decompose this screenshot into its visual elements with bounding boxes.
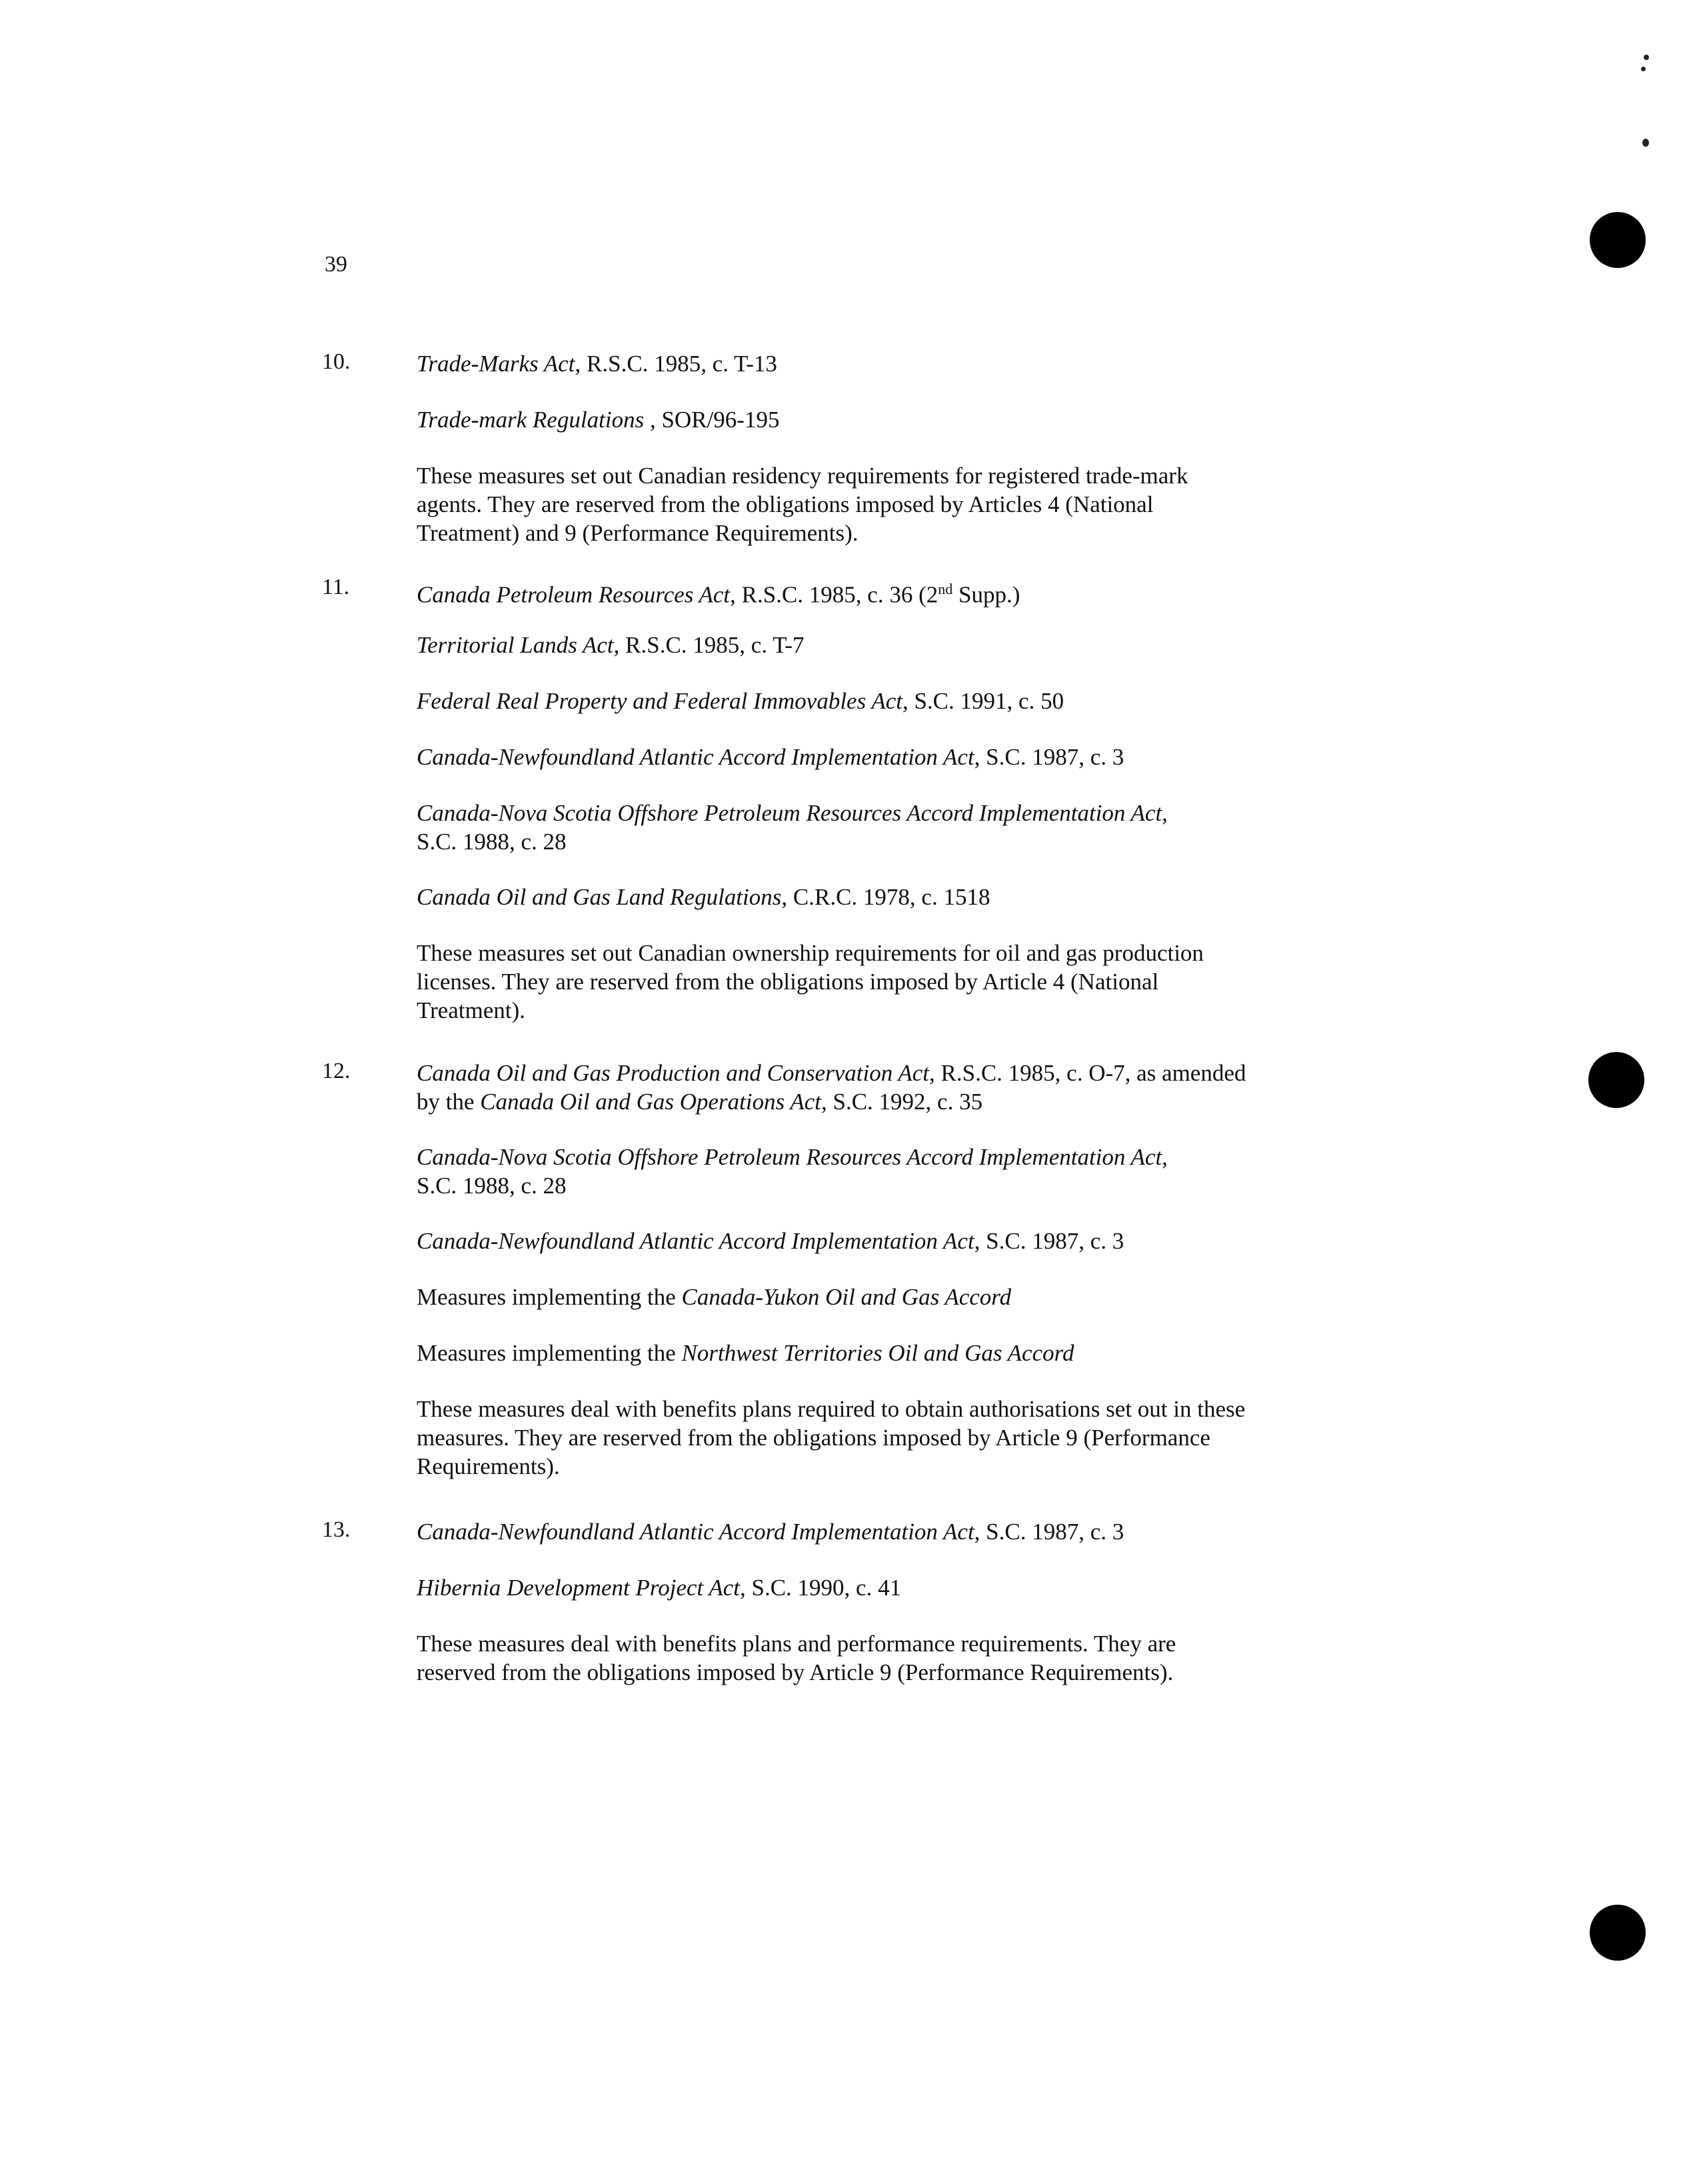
act-title: Hibernia Development Project Act: [417, 1575, 740, 1601]
act-citation: Canada-Newfoundland Atlantic Accord Implementation Act, S.C. 1987, c. 3: [417, 1228, 1124, 1254]
act-citation: Canada-Nova Scotia Offshore Petroleum Resources Accord Implementation Act, S.C. 1988, c. 28: [417, 800, 1168, 855]
section-12: [322, 1059, 1362, 1485]
act-citation: Canada Petroleum Resources Act, R.S.C. 1985, c. 36 (2nd Supp.): [417, 581, 1020, 608]
act-title: Canada Oil and Gas Operations Act: [480, 1089, 821, 1115]
description-paragraph: These measures deal with benefits plans required to obtain authorisations set out in these measures. They are reserved from the obligations imposed by Article 9 (Performance Requirements).: [417, 1396, 1246, 1479]
section-13: [322, 1517, 1362, 1691]
section-number: 11.: [322, 575, 350, 599]
act-citation: Canada-Nova Scotia Offshore Petroleum Resources Accord Implementation Act, S.C. 1988, c. 28: [417, 1144, 1168, 1199]
accord-title: Canada-Yukon Oil and Gas Accord: [681, 1284, 1012, 1310]
act-title: Canada-Newfoundland Atlantic Accord Implementation Act: [417, 1228, 974, 1254]
section-number: 13.: [322, 1517, 351, 1542]
act-citation: Canada Oil and Gas Production and Conservation Act, R.S.C. 1985, c. O-7, as amended by the Canada Oil and Gas Operations Act, S.C. 1992, c. 35: [417, 1060, 1246, 1115]
act-citation: Federal Real Property and Federal Immovables Act, S.C. 1991, c. 50: [417, 688, 1064, 714]
hole-punch-bottom: [1590, 1905, 1646, 1961]
act-title: Trade-Marks Act: [417, 351, 575, 377]
scan-speck: [1642, 139, 1649, 147]
act-citation: Territorial Lands Act, R.S.C. 1985, c. T-7: [417, 632, 805, 658]
act-title: Canada-Nova Scotia Offshore Petroleum Resources Accord Implementation Act: [417, 1144, 1162, 1170]
act-citation: Canada-Newfoundland Atlantic Accord Implementation Act, S.C. 1987, c. 3: [417, 744, 1124, 770]
description-paragraph: These measures set out Canadian ownership requirements for oil and gas production licenses. They are reserved from the obligations imposed by Article 4 (National Treatment).: [417, 940, 1204, 1023]
act-title: Federal Real Property and Federal Immovables Act: [417, 688, 902, 714]
measure-line: Measures implementing the Canada-Yukon Oil and Gas Accord: [417, 1284, 1012, 1310]
hole-punch-middle: [1588, 1052, 1644, 1108]
measure-line: Measures implementing the Northwest Territories Oil and Gas Accord: [417, 1340, 1074, 1366]
act-title: Territorial Lands Act: [417, 632, 614, 658]
description-paragraph: These measures deal with benefits plans and performance requirements. They are reserved from the obligations imposed by Article 9 (Performance Requirements).: [417, 1631, 1176, 1685]
act-title: Canada Petroleum Resources Act: [417, 581, 731, 608]
act-citation: Canada-Newfoundland Atlantic Accord Implementation Act, S.C. 1987, c. 3: [417, 1519, 1124, 1545]
act-title: Canada-Newfoundland Atlantic Accord Implementation Act: [417, 744, 974, 770]
act-citation: Hibernia Development Project Act, S.C. 1990, c. 41: [417, 1575, 902, 1601]
page-number: 39: [325, 252, 347, 277]
act-title: Canada-Nova Scotia Offshore Petroleum Resources Accord Implementation Act: [417, 800, 1162, 826]
act-citation: Canada Oil and Gas Land Regulations, C.R.C. 1978, c. 1518: [417, 884, 990, 910]
act-title: Trade-mark Regulations: [417, 407, 645, 433]
act-title: Canada Oil and Gas Production and Conservation Act: [417, 1060, 930, 1086]
act-title: Canada-Newfoundland Atlantic Accord Implementation Act: [417, 1519, 974, 1545]
section-number: 12.: [322, 1059, 351, 1083]
section-11: [322, 575, 1362, 1041]
hole-punch-top: [1590, 212, 1646, 268]
scan-speck: [1644, 55, 1649, 60]
description-paragraph: These measures set out Canadian residency requirements for registered trade-mark agents. They are reserved from the obligations imposed by Articles 4 (National Treatment) and 9 (Performance Requirements).: [417, 463, 1188, 546]
act-citation: Trade-mark Regulations , SOR/96-195: [417, 407, 780, 433]
accord-title: Northwest Territories Oil and Gas Accord: [681, 1340, 1074, 1366]
section-10: [322, 349, 1362, 546]
scan-speck: [1641, 67, 1646, 71]
act-citation: Trade-Marks Act, R.S.C. 1985, c. T-13: [417, 351, 777, 377]
section-number: 10.: [322, 349, 351, 374]
act-title: Canada Oil and Gas Land Regulations: [417, 884, 782, 910]
